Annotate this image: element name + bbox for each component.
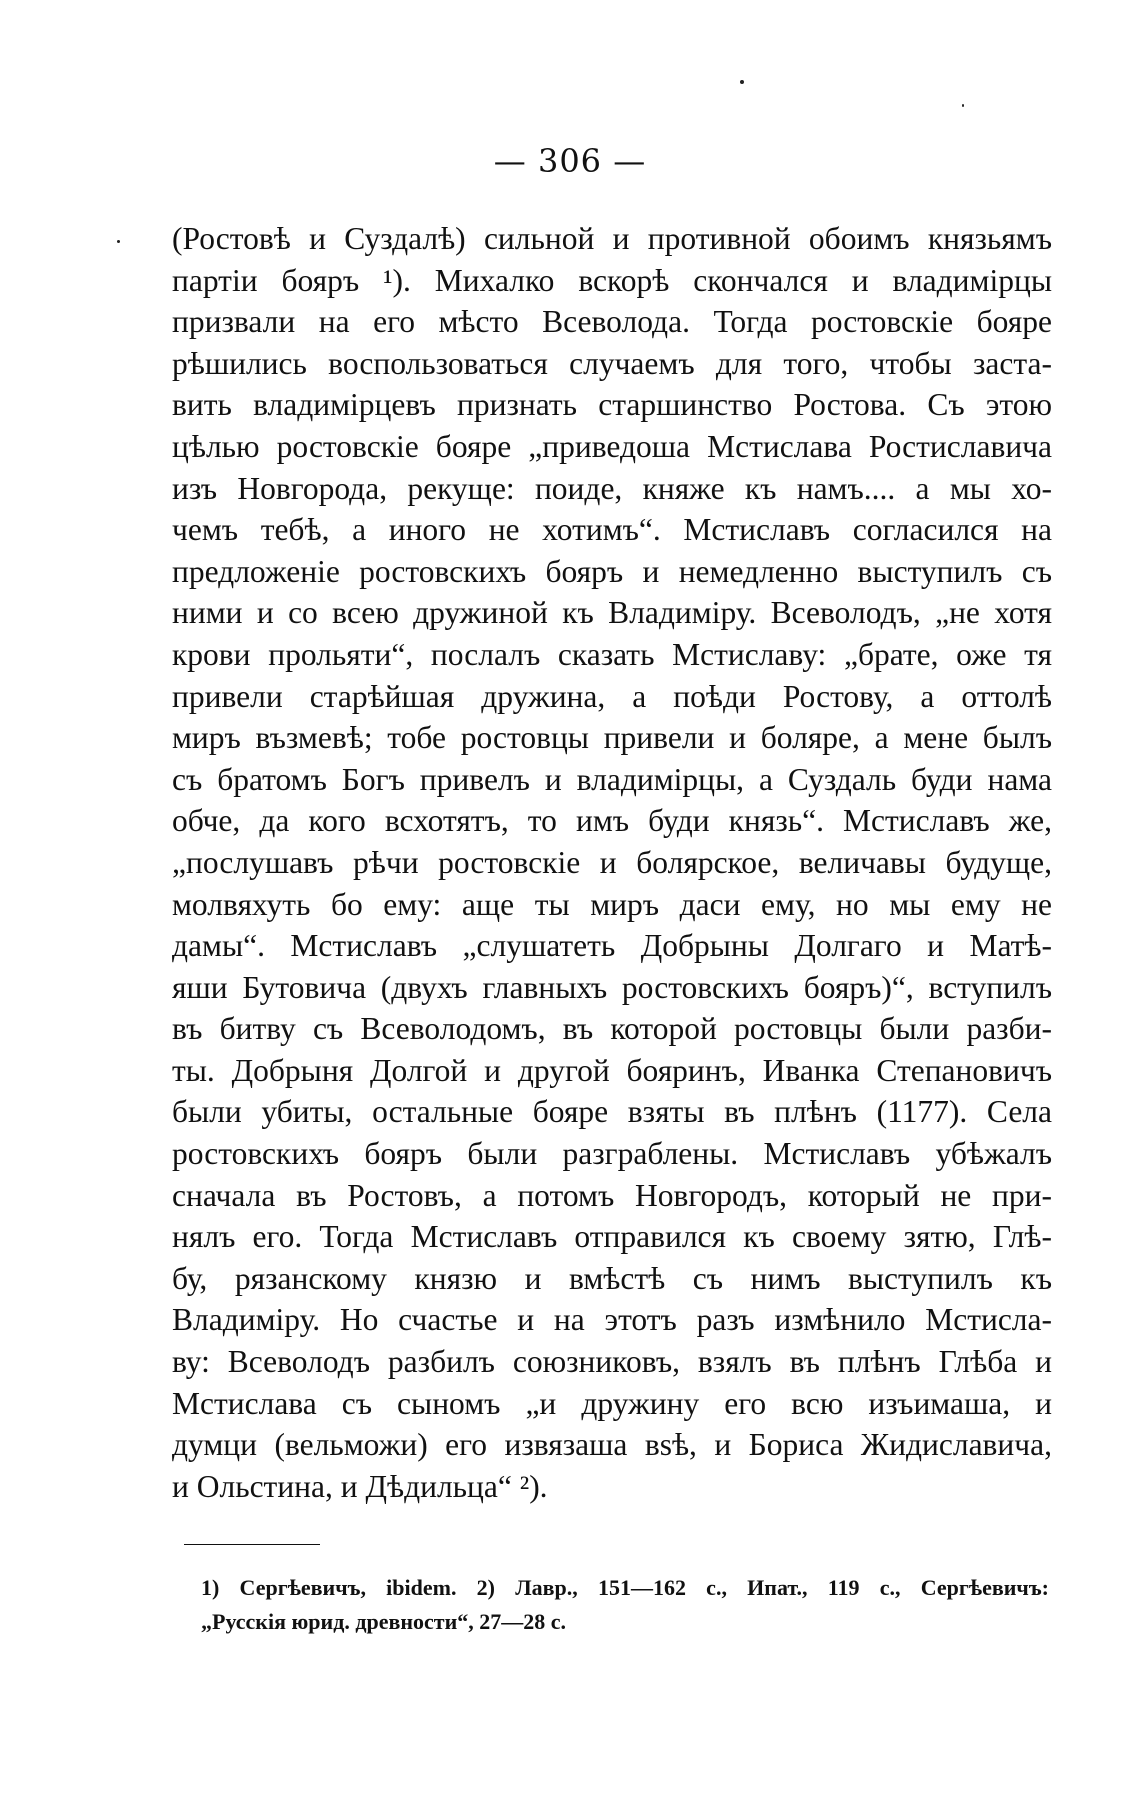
text-line: ты. Добрыня Долгой и другой бояринъ, Иванка Степановичъ xyxy=(172,1052,1052,1088)
text-line: Владиміру. Но счастье и на этотъ разъ измѣнило Мстисла- xyxy=(172,1302,1052,1338)
text-line: цѣлью ростовскіе бояре „приведоша Мстислава Ростиславича xyxy=(172,428,1052,464)
scan-speck xyxy=(740,80,744,84)
text-line: ними и со всею дружиной къ Владиміру. Всеволодъ, „не хотя xyxy=(172,595,1052,631)
text-line: обче, да кого всхотятъ, то имъ буди князь“. Мстиславъ же, xyxy=(172,803,1052,839)
text-line: Мстислава съ сыномъ „и дружину его всю изъимаша, и xyxy=(172,1385,1052,1421)
text-line: сначала въ Ростовъ, а потомъ Новгородъ, который не при- xyxy=(172,1177,1052,1213)
text-line: дамы“. Мстиславъ „слушатеть Добрыны Долгаго и Матѣ- xyxy=(172,928,1052,964)
footnote-line: „Русскія юрид. древности“, 27—28 с. xyxy=(201,1609,567,1634)
text-line: (Ростовѣ и Суздалѣ) сильной и противной обоимъ князьямъ xyxy=(172,221,1052,256)
text-line: партіи бояръ ¹). Михалко вскорѣ скончался и владимірцы xyxy=(172,262,1052,298)
text-line: въ битву съ Всеволодомъ, въ которой ростовцы были разби- xyxy=(172,1011,1052,1047)
text-line: нялъ его. Тогда Мстиславъ отправился къ своему зятю, Глѣ- xyxy=(172,1219,1052,1255)
text-line: миръ възмевѣ; тобе ростовцы привели и боляре, а мене былъ xyxy=(172,720,1052,756)
text-line: предложеніе ростовскихъ бояръ и немедленно выступилъ съ xyxy=(172,553,1052,589)
text-line: яши Бутовича (двухъ главныхъ ростовскихъ бояръ)“, вступилъ xyxy=(172,969,1052,1005)
text-line: ростовскихъ бояръ были разграблены. Мстиславъ убѣжалъ xyxy=(172,1136,1052,1172)
text-line: привели старѣйшая дружина, а поѣди Ростову, а оттолѣ xyxy=(172,678,1052,714)
text-line: думци (вельможи) его извязаша вsѣ, и Бориса Жидиславича, xyxy=(172,1427,1052,1463)
footnote-line: 1) Сергѣевичъ, ibidem. 2) Лавр., 151—162 с., Ипат., 119 с., Сергѣевичъ: xyxy=(201,1575,1049,1600)
text-line: изъ Новгорода, рекуще: поиде, княже къ намъ.... а мы хо- xyxy=(172,470,1052,506)
text-line: вить владимірцевъ признать старшинство Ростова. Съ этою xyxy=(172,387,1052,423)
body-text xyxy=(172,218,1052,1507)
text-line: съ братомъ Богъ привелъ и владимірцы, а Суздаль буди нама xyxy=(172,761,1052,797)
footnote-divider xyxy=(184,1544,320,1545)
text-line: чемъ тебѣ, а иного не хотимъ“. Мстиславъ согласился на xyxy=(172,512,1052,548)
text-line: крови прольяти“, послалъ сказать Мстиславу: „брате, оже тя xyxy=(172,636,1052,672)
text-line: бу, рязанскому князю и вмѣстѣ съ нимъ выступилъ къ xyxy=(172,1260,1052,1296)
text-line: ву: Всеволодъ разбилъ союзниковъ, взялъ въ плѣнъ Глѣба и xyxy=(172,1344,1052,1380)
text-line: „послушавъ рѣчи ростовскіе и болярское, величавы будуще, xyxy=(172,844,1052,880)
text-line: рѣшились воспользоваться случаемъ для того, чтобы заста- xyxy=(172,345,1052,381)
footnotes xyxy=(201,1571,1049,1639)
text-line: и Ольстина, и Дѣдильца“ ²). xyxy=(172,1468,548,1504)
scan-speck xyxy=(962,104,964,107)
text-line: молвяхуть бо ему: аще ты миръ даси ему, но мы ему не xyxy=(172,886,1052,922)
text-line: призвали на его мѣсто Всеволода. Тогда ростовскіе бояре xyxy=(172,304,1052,340)
scan-speck xyxy=(117,240,120,243)
page-number: — 306 — xyxy=(493,142,647,180)
text-line: были убиты, остальные бояре взяты въ плѣнъ (1177). Села xyxy=(172,1094,1052,1130)
